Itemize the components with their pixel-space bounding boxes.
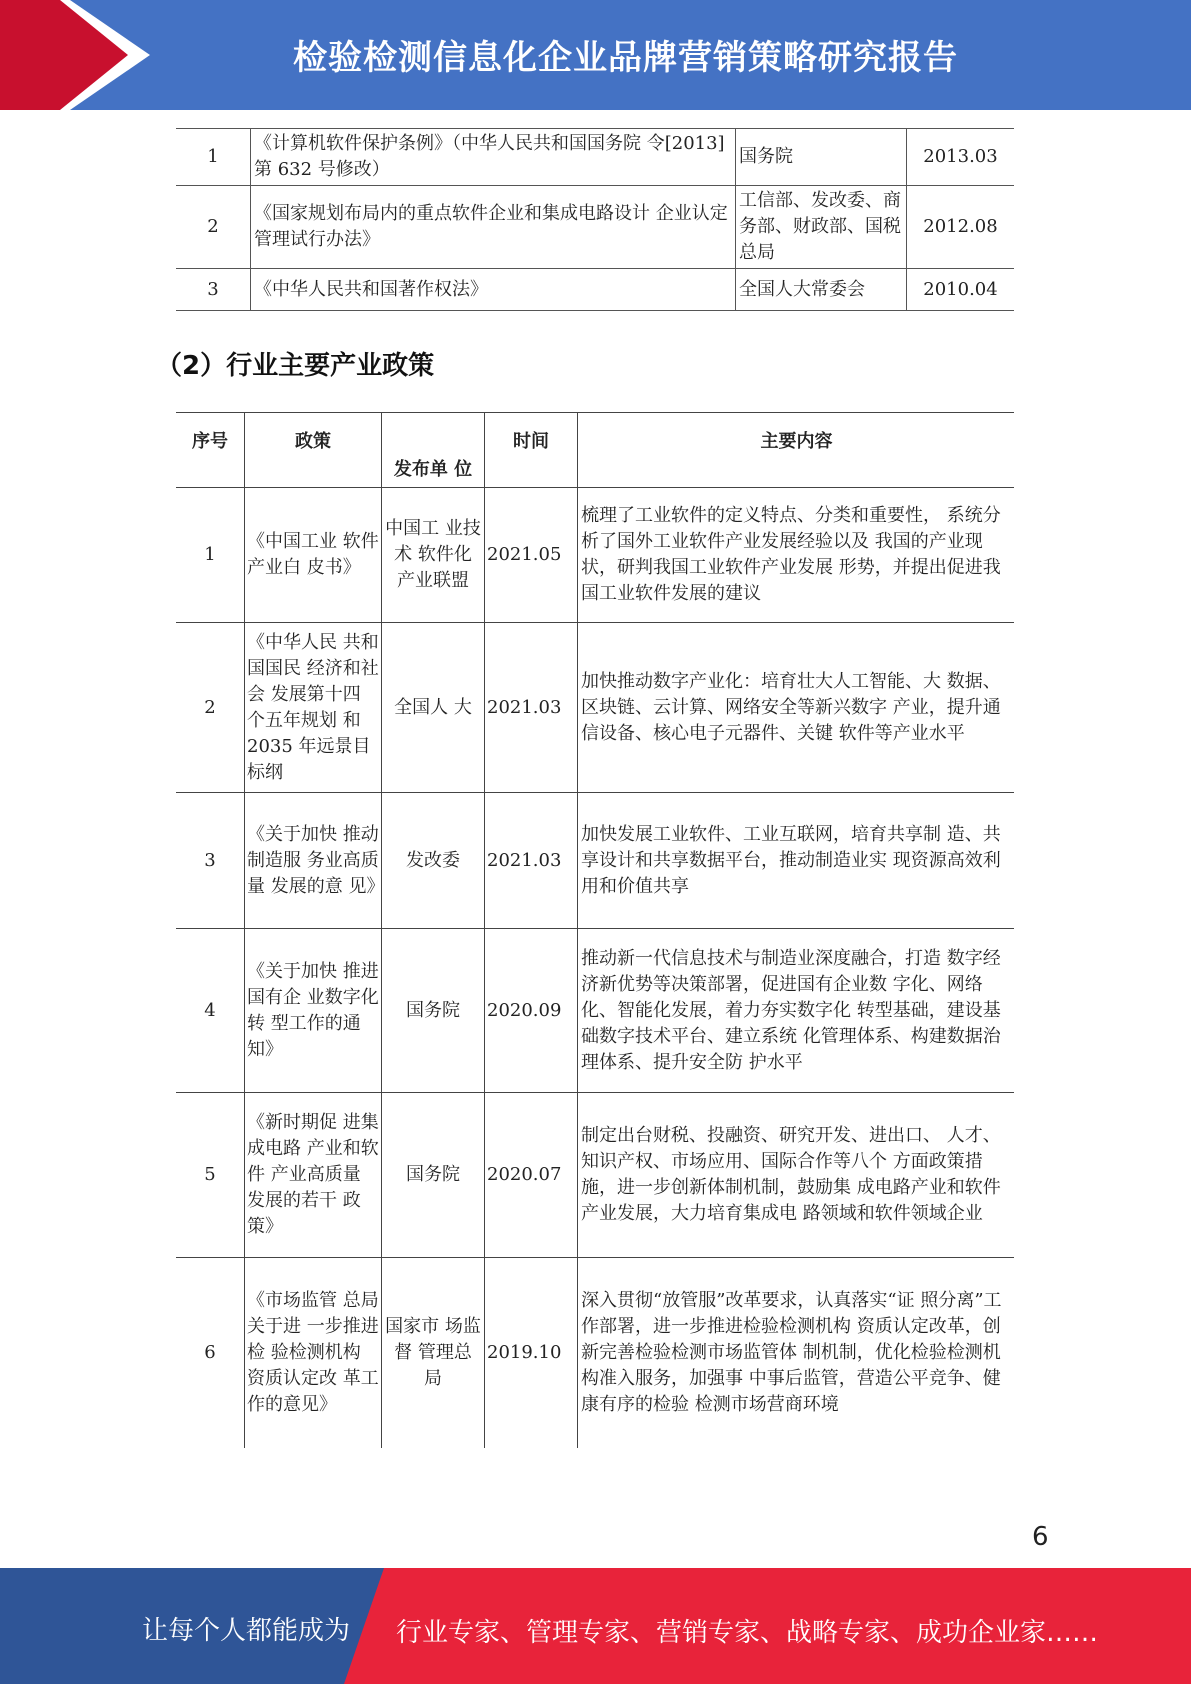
issuing-body: 发改委 — [382, 793, 485, 929]
issuing-body: 国家市 场监督 管理总 局 — [382, 1258, 485, 1448]
header-content: 主要内容 — [578, 413, 1015, 488]
report-title: 检验检测信息化企业品牌营销策略研究报告 — [293, 38, 958, 78]
policy-content: 推动新一代信息技术与制造业深度融合，打造 数字经济新优势等决策部署，促进国有企业数 字化、网络化、智能化发展，着力夯实数字化 转型基础，建设基础数字技术平台、建立系统 化管理体系、构建数据治理体系、提升安全防 护水平 — [578, 929, 1015, 1093]
row-number: 2 — [176, 623, 245, 793]
policy-name: 《新时期促 进集成电路 产业和软件 产业高质量 发展的若干 政策》 — [245, 1093, 382, 1258]
issuing-body: 中国工 业技术 软件化 产业联盟 — [382, 488, 485, 623]
issuing-body: 工信部、发改委、商务部、财政部、国税总局 — [736, 186, 907, 269]
table-row — [176, 488, 1014, 623]
issue-date: 2020.09 — [485, 929, 578, 1093]
row-number: 1 — [176, 488, 245, 623]
header-chevron-decoration — [0, 0, 160, 110]
issuing-body: 全国人 大 — [382, 623, 485, 793]
regulation-name: 《国家规划布局内的重点软件企业和集成电路设计 企业认定管理试行办法》 — [251, 186, 736, 269]
policy-content: 加快推动数字产业化：培育壮大人工智能、大 数据、区块链、云计算、网络安全等新兴数字 产业，提升通信设备、核心电子元器件、关键 软件等产业水平 — [578, 623, 1015, 793]
issue-date: 2021.03 — [485, 623, 578, 793]
issuing-body: 国务院 — [382, 1093, 485, 1258]
row-number: 6 — [176, 1258, 245, 1448]
section-heading: （2）行业主要产业政策 — [156, 351, 435, 381]
regulation-table — [176, 128, 1014, 311]
row-number: 4 — [176, 929, 245, 1093]
header-date: 时间 — [485, 413, 578, 488]
policy-name: 《市场监管 总局关于进 一步推进检 验检测机构 资质认定改 革工作的意见》 — [245, 1258, 382, 1448]
row-number: 1 — [176, 129, 251, 186]
footer-slogan-right: 行业专家、管理专家、营销专家、战略专家、成功企业家…… — [396, 1618, 1099, 1648]
page-footer — [0, 1568, 1191, 1684]
policy-content: 加快发展工业软件、工业互联网，培育共享制 造、共享设计和共享数据平台，推动制造业实 现资源高效利用和价值共享 — [578, 793, 1015, 929]
table-row — [176, 929, 1014, 1093]
issue-date: 2021.03 — [485, 793, 578, 929]
issue-date: 2012.08 — [907, 186, 1015, 269]
table-row — [176, 186, 1014, 269]
issue-date: 2010.04 — [907, 269, 1015, 311]
table-row — [176, 129, 1014, 186]
page-number: 6 — [1032, 1522, 1049, 1552]
regulation-name: 《中华人民共和国著作权法》 — [251, 269, 736, 311]
issuing-body: 全国人大常委会 — [736, 269, 907, 311]
table-row — [176, 793, 1014, 929]
row-number: 5 — [176, 1093, 245, 1258]
row-number: 3 — [176, 793, 245, 929]
policy-content: 制定出台财税、投融资、研究开发、进出口、 人才、知识产权、市场应用、国际合作等八个 方面政策措施，进一步创新体制机制，鼓励集 成电路产业和软件产业发展，大力培育集成电 路领域和软件领域企业 — [578, 1093, 1015, 1258]
issuing-body: 国务院 — [736, 129, 907, 186]
policy-name: 《关于加快 推进国有企 业数字化转 型工作的通 知》 — [245, 929, 382, 1093]
policy-name: 《中国工业 软件产业白 皮书》 — [245, 488, 382, 623]
table-row — [176, 1258, 1014, 1448]
table-row — [176, 623, 1014, 793]
issuing-body: 国务院 — [382, 929, 485, 1093]
table-header-row — [176, 413, 1014, 488]
page-header — [0, 0, 1191, 110]
issue-date: 2013.03 — [907, 129, 1015, 186]
header-org: 发布单 位 — [382, 413, 485, 488]
policy-content: 深入贯彻“放管服”改革要求，认真落实“证 照分离”工作部署，进一步推进检验检测机构 资质认定改革，创新完善检验检测市场监管体 制机制，优化检验检测机构准入服务，加强事 中事后监管，营造公平竞争、健康有序的检验 检测市场营商环境 — [578, 1258, 1015, 1448]
policy-content: 梳理了工业软件的定义特点、分类和重要性， 系统分析了国外工业软件产业发展经验以及 我国的产业现状，研判我国工业软件产业发展 形势，并提出促进我国工业软件发展的建议 — [578, 488, 1015, 623]
policy-name: 《关于加快 推动制造服 务业高质量 发展的意 见》 — [245, 793, 382, 929]
row-number: 2 — [176, 186, 251, 269]
issue-date: 2020.07 — [485, 1093, 578, 1258]
policy-name: 《中华人民 共和国国民 经济和社会 发展第十四 个五年规划 和 2035 年远景目标纲 — [245, 623, 382, 793]
header-policy: 政策 — [245, 413, 382, 488]
policy-table — [176, 412, 1014, 1448]
table-row — [176, 1093, 1014, 1258]
issue-date: 2021.05 — [485, 488, 578, 623]
regulation-name: 《计算机软件保护条例》（中华人民共和国国务院 令[2013]第 632 号修改） — [251, 129, 736, 186]
footer-slogan-left: 让每个人都能成为 — [142, 1616, 351, 1646]
table-row — [176, 269, 1014, 311]
header-no: 序号 — [176, 413, 245, 488]
row-number: 3 — [176, 269, 251, 311]
issue-date: 2019.10 — [485, 1258, 578, 1448]
